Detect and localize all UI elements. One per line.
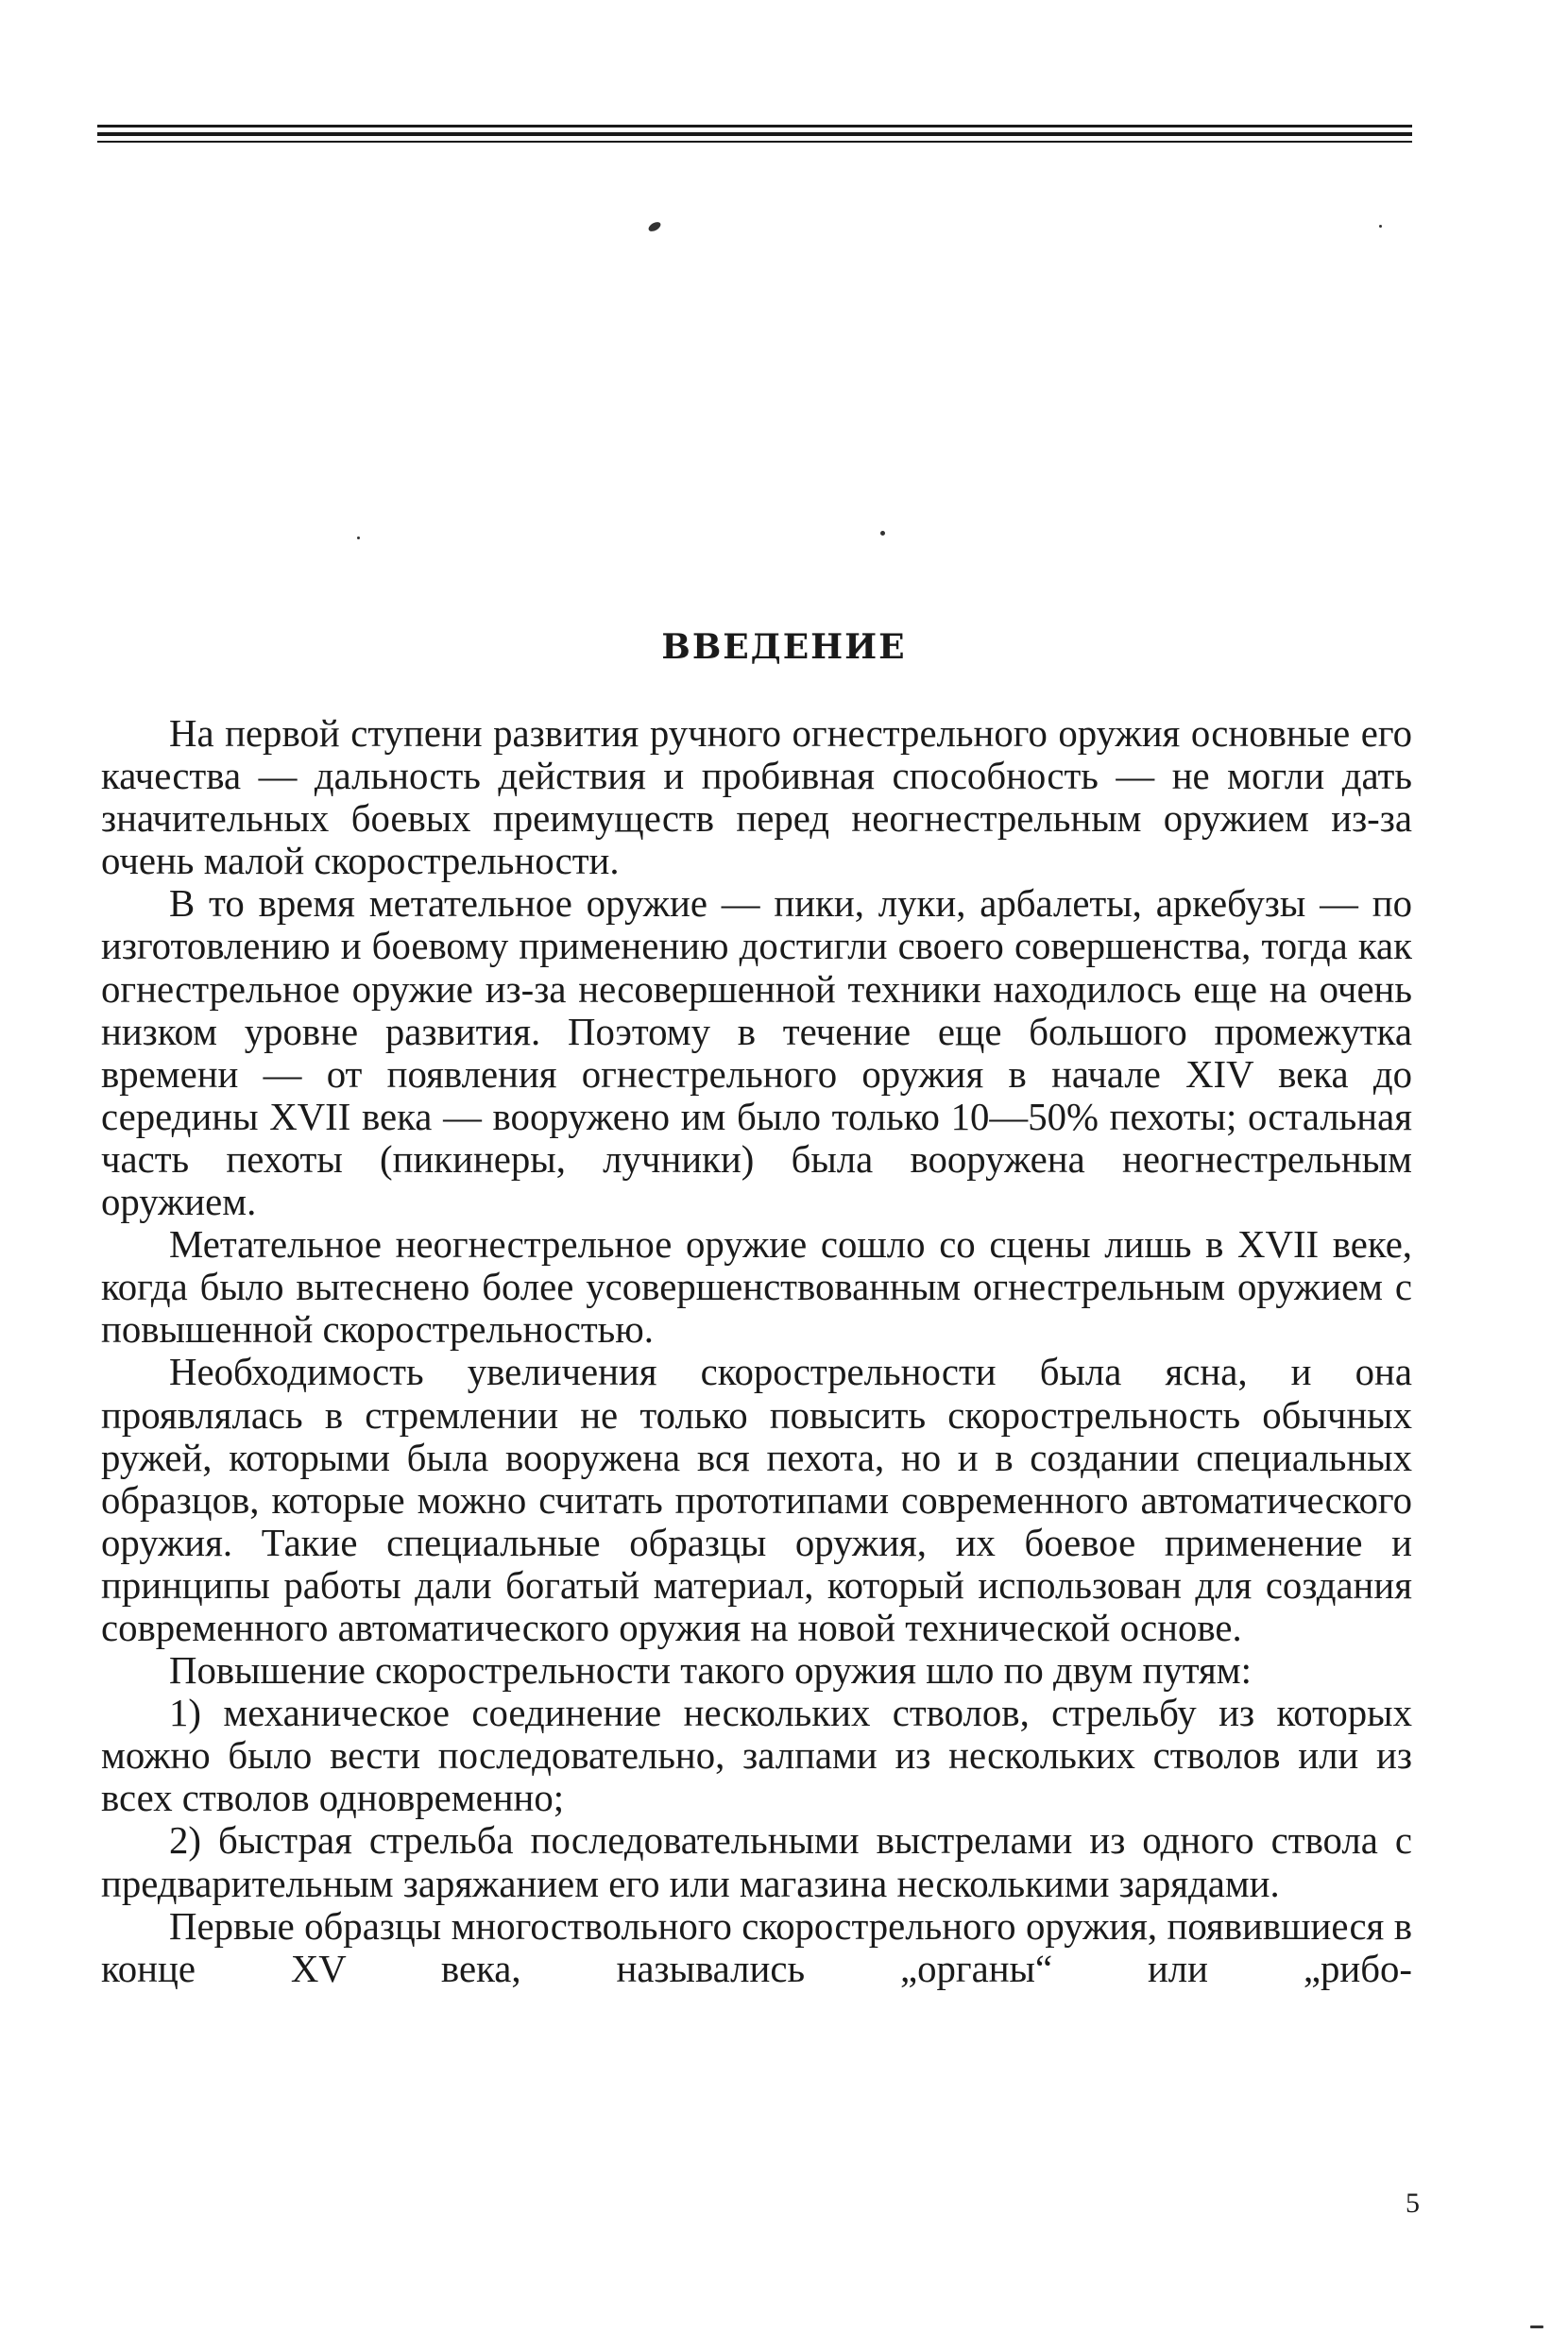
paragraph: Необходимость увеличения скорострельности была ясна, и она проявлялась в стремлении не только повысить скорострельность обычных ружей, которыми была вооружена вся пехота, но и в создании специальных образцов, которые можно считать прототипами современного автоматического оружия. Такие специальные образцы оружия, их боевое применение и принципы работы дали богатый материал, который использован для создания современного автоматического оружия на новой технической основе.	[101, 1351, 1412, 1649]
paragraph: Повышение скорострельности такого оружия шло по двум путям:	[169, 1649, 1252, 1693]
print-speck	[880, 531, 885, 536]
list-item: 2) быстрая стрельба последовательными выстрелами из одного ствола с предварительным заряжанием его или магазина несколькими зарядами.	[101, 1819, 1412, 1905]
print-speck	[1379, 225, 1382, 228]
paragraph: Первые образцы многоствольного скорострельного оружия, появившиеся в конце XV века, назывались „органы“ или „рибо-	[101, 1904, 1412, 1990]
print-speck	[647, 220, 662, 233]
header-rule	[97, 125, 1412, 147]
paragraph: На первой ступени развития ручного огнестрельного оружия основные его качества — дальность действия и пробивная способность — не могли дать значительных боевых преимуществ перед неогнестрельным оружием из-за очень малой скорострельности.	[101, 712, 1412, 883]
print-speck	[357, 537, 360, 539]
body-text	[101, 712, 1412, 1990]
list-item: 1) механическое соединение нескольких стволов, стрельбу из которых можно было вести последовательно, залпами из нескольких стволов или из всех стволов одновременно;	[101, 1692, 1412, 1820]
paragraph: Метательное неогнестрельное оружие сошло со сцены лишь в XVII веке, когда было вытеснено более усовершенствованным огнестрельным оружием с повышенной скорострельностью.	[101, 1223, 1412, 1352]
chapter-heading: ВВЕДЕНИЕ	[661, 627, 907, 667]
paragraph: В то время метательное оружие — пики, луки, арбалеты, аркебузы — по изготовлению и боевому применению достигли своего совершенства, тогда как огнестрельное оружие из-за несовершенной техники находилось еще на очень низком уровне развития. Поэтому в течение еще большого промежутка времени — от появления огнестрельного оружия в начале XIV века до середины XVII века — вооружено им было только 10—50% пехоты; остальная часть пехоты (пикинеры, лучники) была вооружена неогнестрельным оружием.	[101, 882, 1412, 1224]
page-number: 5	[1406, 2188, 1420, 2219]
print-speck	[1530, 2325, 1543, 2328]
